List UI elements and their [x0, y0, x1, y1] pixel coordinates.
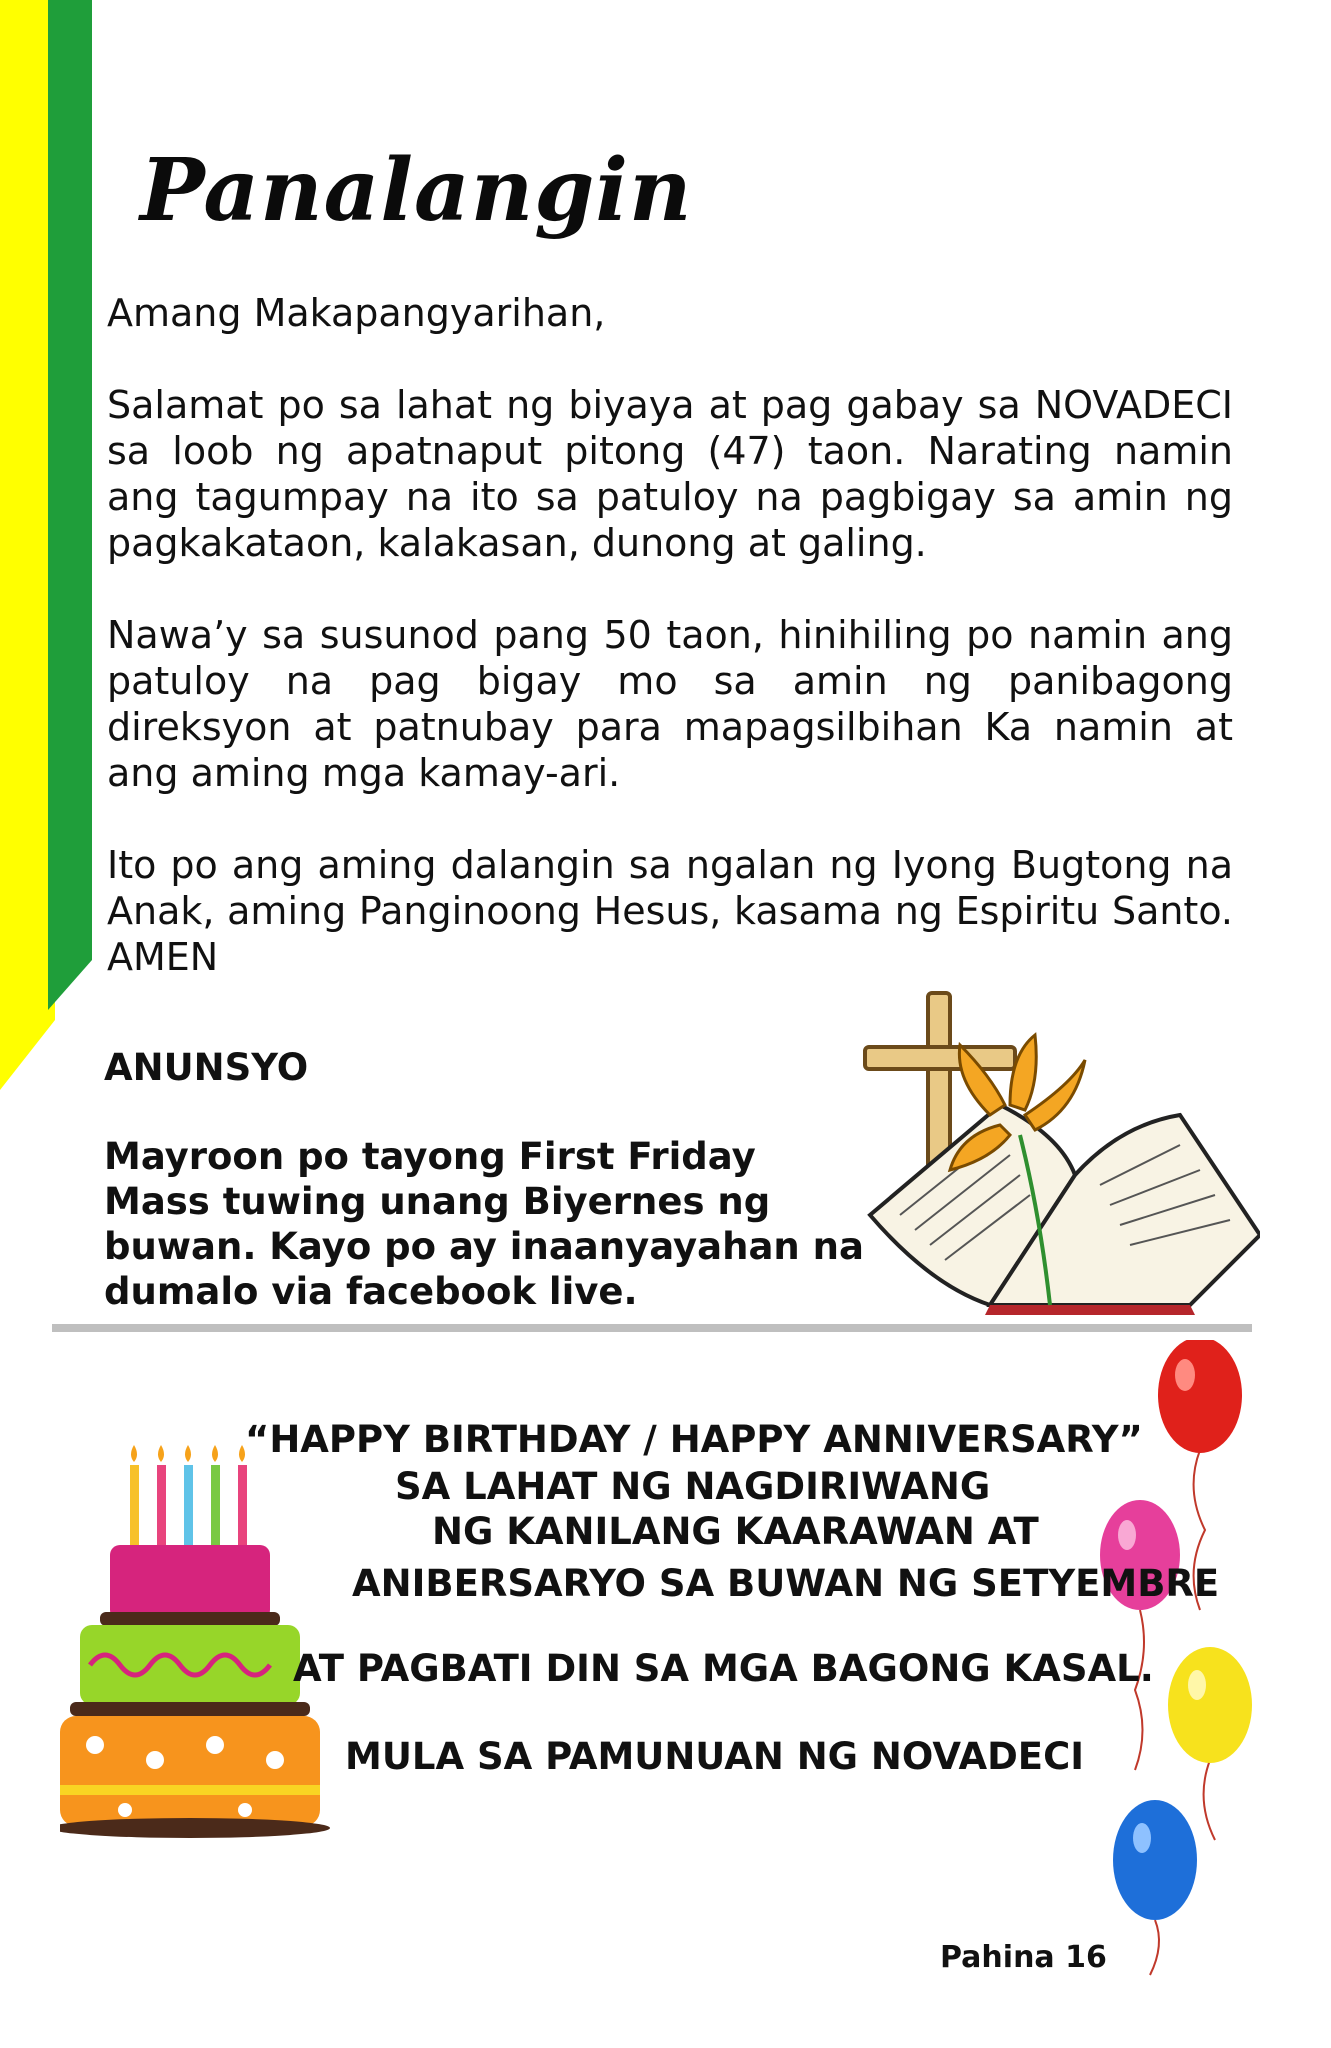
page-number: Pahina 16 [940, 1940, 1107, 1975]
page-title: Panalangin [140, 140, 693, 241]
side-color-bars [0, 0, 100, 1100]
announcement [104, 1045, 864, 1314]
greeting-line-6: MULA SA PAMUNUAN NG NOVADECI [345, 1735, 1085, 1778]
cross-bible-lily-illustration [860, 985, 1260, 1315]
prayer-text [107, 290, 1233, 1026]
prayer-paragraph: Nawa’y sa susunod pang 50 taon, hinihiling po namin ang patuloy na pag bigay mo sa amin ng panibagong direksyon at patnubay para mapagsilbihan Ka namin at ang aming mga kamay-ari. [107, 613, 1233, 795]
announcement-body: Mayroon po tayong First Friday Mass tuwing unang Biyernes ng buwan. Kayo po ay inaanyayahan na dumalo via facebook live. [104, 1135, 864, 1313]
prayer-greeting: Amang Makapangyarihan, [107, 291, 606, 335]
greeting-line-5: AT PAGBATI DIN SA MGA BAGONG KASAL. [293, 1647, 1154, 1690]
greeting-line-1: “HAPPY BIRTHDAY / HAPPY ANNIVERSARY” [245, 1418, 1143, 1461]
section-divider [52, 1324, 1252, 1332]
announcement-heading: ANUNSYO [104, 1046, 309, 1089]
greeting-line-2: SA LAHAT NG NAGDIRIWANG [395, 1465, 991, 1508]
greeting-line-4: ANIBERSARYO SA BUWAN NG SETYEMBRE [352, 1562, 1220, 1605]
greeting-line-3: NG KANILANG KAARAWAN AT [432, 1510, 1039, 1553]
birthday-cake-illustration [60, 1440, 330, 1840]
prayer-paragraph: Ito po ang aming dalangin sa ngalan ng Iyong Bugtong na Anak, aming Panginoong Hesus, kasama ng Espiritu Santo. AMEN [107, 843, 1233, 979]
prayer-paragraph: Salamat po sa lahat ng biyaya at pag gabay sa NOVADECI sa loob ng apatnaput pitong (47) taon. Narating namin ang tagumpay na ito sa patuloy na pagbigay sa amin ng pagkakataon, kalakasan, dunong at galing. [107, 383, 1233, 565]
